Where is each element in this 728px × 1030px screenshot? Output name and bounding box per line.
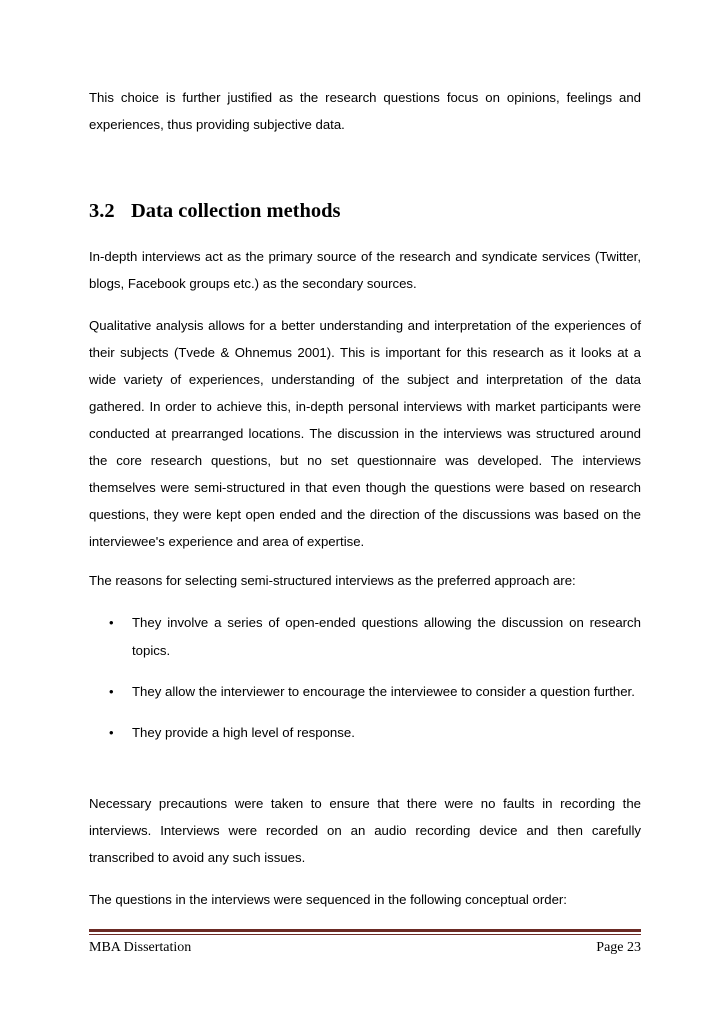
list-item [89, 678, 641, 706]
bullet-icon: • [109, 725, 114, 740]
document-page [89, 0, 641, 1030]
section-number: 3.2 [89, 200, 115, 222]
paragraph-methods: In-depth interviews act as the primary source of the research and syndicate services (Twitter, blogs, Facebook groups etc.) as the secondary sources. [89, 249, 641, 291]
list-item [89, 719, 641, 747]
reasons-list [89, 609, 641, 760]
list-item-text: They allow the interviewer to encourage the interviewee to consider a question further. [132, 684, 635, 699]
footer-title: MBA Dissertation [89, 940, 192, 955]
paragraph-questions: The questions in the interviews were sequenced in the following conceptual order: [89, 892, 567, 907]
paragraph-intro: This choice is further justified as the research questions focus on opinions, feelings and experiences, thus providing subjective data. [89, 90, 641, 132]
bullet-icon: • [109, 615, 114, 630]
paragraph-reasons: The reasons for selecting semi-structured interviews as the preferred approach are: [89, 573, 576, 588]
paragraph-qualitative: Qualitative analysis allows for a better understanding and interpretation of the experiences of their subjects (Tvede & Ohnemus 2001). This is important for this research as it looks at a wide variety of experiences, understanding of the subject and interpretation of the data gathered. In order to achieve this, in-depth personal interviews with market participants were conducted at prearranged locations. The discussion in the interviews was structured around the core research questions, but no set questionnaire was developed. The interviews themselves were semi-structured in that even though the questions were based on research questions, they were kept open ended and the direction of the discussions was based on the interviewee's experience and area of expertise. [89, 318, 641, 549]
footer-rule-thin [89, 934, 641, 935]
section-heading [89, 196, 641, 226]
list-item [89, 609, 641, 665]
section-title: Data collection methods [131, 200, 341, 222]
list-item-text: They provide a high level of response. [132, 725, 355, 740]
bullet-icon: • [109, 684, 114, 699]
paragraph-precautions: Necessary precautions were taken to ensure that there were no faults in recording the interviews. Interviews were recorded on an audio recording device and then carefully transcribed to avoid any such issues. [89, 796, 641, 865]
list-item-text: They involve a series of open-ended questions allowing the discussion on research topics. [132, 615, 641, 658]
page-number: Page 23 [596, 940, 641, 955]
footer-rule [89, 929, 641, 932]
